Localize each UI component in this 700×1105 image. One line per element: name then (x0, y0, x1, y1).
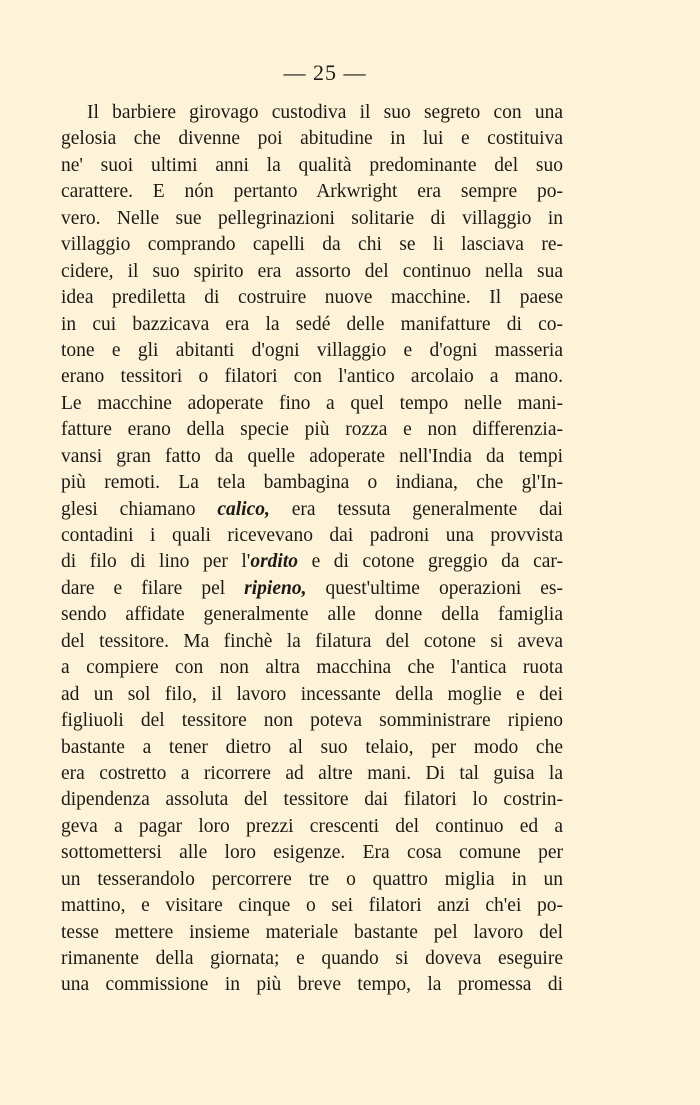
text-run: di filo di lino per l' (61, 551, 251, 573)
text-run: contadini i quali ricevevano dai padroni una provvista (61, 525, 563, 546)
text-run: mattino, e visitare cinque o sei filatori anzi ch'ei po- (61, 895, 563, 917)
text-run: Il barbiere girovago custodiva il suo segreto con una (87, 102, 563, 123)
text-line (61, 840, 563, 866)
text-run: ne' suoi ultimi anni la qualità predominante del suo (61, 154, 563, 176)
text-run: vero. Nelle sue pellegrinazioni solitarie di villaggio in (61, 207, 563, 229)
text-line (61, 126, 563, 152)
text-line (61, 391, 563, 417)
text-line (61, 470, 563, 496)
text-line (61, 682, 563, 708)
body-text (61, 100, 563, 999)
text-run: cidere, il suo spirito era assorto del continuo nella sua (61, 260, 563, 282)
text-run: geva a pagar loro prezzi crescenti del continuo ed a (61, 815, 563, 837)
text-line (61, 100, 563, 126)
text-line (61, 893, 563, 919)
text-line (61, 417, 563, 443)
text-run: villaggio comprando capelli da chi se li lasciava re- (61, 234, 563, 256)
text-line (61, 364, 563, 390)
text-line (61, 312, 563, 338)
text-line (61, 761, 563, 787)
text-line (61, 814, 563, 840)
text-line (61, 549, 563, 575)
text-line (61, 179, 563, 205)
text-line (61, 232, 563, 258)
text-line (61, 787, 563, 813)
text-line (61, 602, 563, 628)
italic-term: calico, (217, 498, 270, 520)
text-run: Le macchine adoperate fino a quel tempo nelle mani- (61, 392, 563, 414)
text-run: dare e filare pel (61, 577, 245, 599)
text-run: gelosia che divenne poi abitudine in lui e costituiva (61, 128, 563, 150)
text-run: quest'ultime operazioni es- (306, 577, 563, 599)
text-run: sendo affidate generalmente alle donne della famiglia (61, 604, 563, 626)
text-run: dipendenza assoluta del tessitore dai filatori lo costrin- (61, 789, 563, 811)
text-run: vansi gran fatto da quelle adoperate nell'India da tempi (61, 445, 563, 467)
text-run: un tesserandolo percorrere tre o quattro miglia in un (61, 868, 563, 890)
text-run: erano tessitori o filatori con l'antico arcolaio a mano. (61, 366, 563, 388)
text-run: glesi chiamano (61, 498, 218, 520)
text-run: carattere. E nón pertanto Arkwright era sempre po- (61, 181, 563, 203)
italic-term: ripieno, (244, 577, 307, 599)
text-run: tone e gli abitanti d'ogni villaggio e d'ogni masseria (61, 339, 563, 361)
text-run: e di cotone greggio da car- (298, 551, 563, 573)
text-line (61, 285, 563, 311)
text-run: del tessitore. Ma finchè la filatura del cotone si aveva (61, 630, 563, 652)
text-line (61, 708, 563, 734)
italic-term: ordito (250, 551, 299, 573)
text-run: bastante a tener dietro al suo telaio, per modo che (61, 736, 563, 758)
text-run: fatture erano della specie più rozza e non differenzia- (61, 419, 563, 441)
text-run: ad un sol filo, il lavoro incessante della moglie e dei (61, 683, 563, 705)
text-line (61, 946, 563, 972)
page-number: — 25 — (283, 60, 367, 85)
text-line (61, 338, 563, 364)
text-line (61, 259, 563, 285)
text-run: rimanente della giornata; e quando si doveva eseguire (61, 948, 563, 969)
text-line (61, 576, 563, 602)
text-line (61, 497, 563, 523)
text-run: sottomettersi alle loro esigenze. Era cosa comune per (61, 842, 563, 864)
text-line (61, 735, 563, 761)
text-run: in cui bazzicava era la sedé delle manifatture di co- (61, 313, 563, 335)
text-line (61, 920, 563, 946)
text-run: figliuoli del tessitore non poteva somministrare ripieno (61, 710, 563, 732)
text-run: una commissione in più breve tempo, la promessa di (61, 974, 563, 996)
text-line (61, 444, 563, 470)
text-run: idea prediletta di costruire nuove macchine. Il paese (61, 287, 563, 309)
text-line (61, 655, 563, 681)
text-run: tesse mettere insieme materiale bastante pel lavoro del (61, 921, 563, 943)
text-line (61, 206, 563, 232)
text-line (61, 629, 563, 655)
text-run: era tessuta generalmente dai (269, 498, 563, 520)
text-line (61, 523, 563, 549)
text-run: a compiere con non altra macchina che l'antica ruota (61, 657, 563, 679)
text-line (61, 153, 563, 179)
text-run: più remoti. La tela bambagina o indiana, che gl'In- (61, 472, 563, 494)
text-line (61, 972, 563, 998)
text-line (61, 867, 563, 893)
text-run: era costretto a ricorrere ad altre mani. Di tal guisa la (61, 762, 563, 784)
